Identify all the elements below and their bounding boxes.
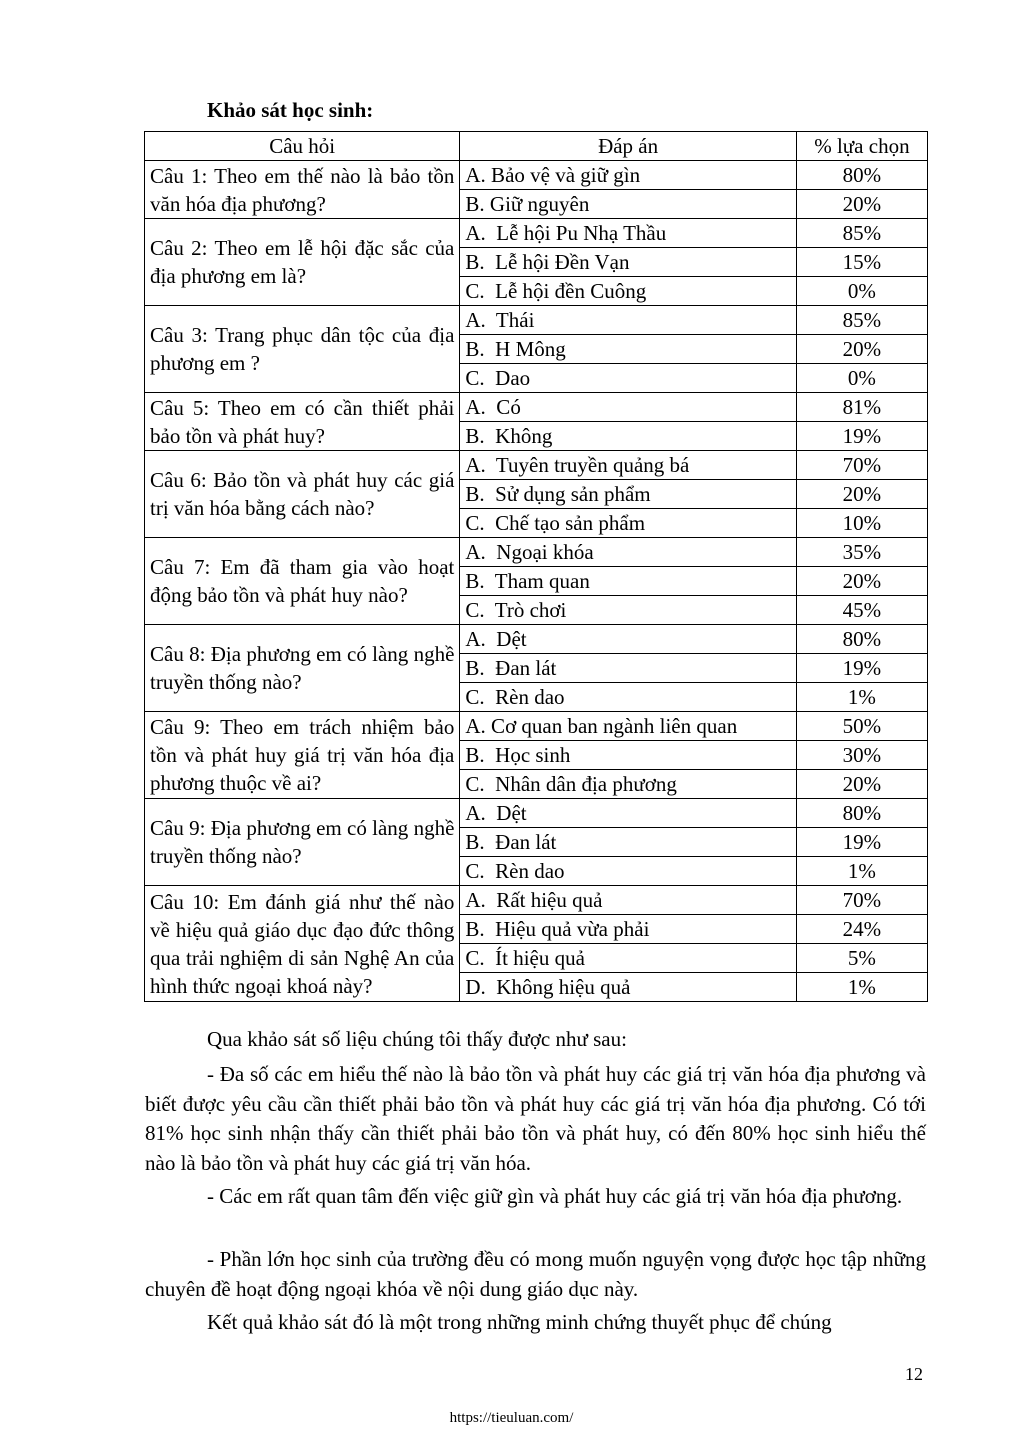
page-number: 12	[905, 1364, 923, 1384]
answer-cell: C. Rèn dao	[460, 683, 796, 712]
percent-cell: 19%	[796, 654, 927, 683]
answer-cell: B. Lễ hội Đền Vạn	[460, 248, 796, 277]
answer-cell: C. Trò chơi	[460, 596, 796, 625]
summary-intro: Qua khảo sát số liệu chúng tôi thấy được như sau:	[207, 1027, 627, 1051]
table-row	[145, 886, 928, 915]
percent-cell: 10%	[796, 509, 927, 538]
percent-cell: 5%	[796, 944, 927, 973]
answer-cell: C. Dao	[460, 364, 796, 393]
answer-cell: A. Lễ hội Pu Nhạ Thầu	[460, 219, 796, 248]
answer-cell: B. Giữ nguyên	[460, 190, 796, 219]
percent-cell: 15%	[796, 248, 927, 277]
answer-cell: A. Thái	[460, 306, 796, 335]
finding-paragraph-1: - Đa số các em hiểu thế nào là bảo tồn và phát huy các giá trị văn hóa địa phương và biết được yêu cầu cần thiết phải bảo tồn và phát huy các giá trị văn hóa địa phương. Có tới 81% học sinh nhận thấy cần thiết phải bảo tồn và phát huy, có đến 80% học sinh hiểu thế nào là bảo tồn và phát huy các giá trị văn hóa.	[145, 1062, 926, 1175]
question-cell: Câu 1: Theo em thế nào là bảo tồn văn hóa địa phương?	[145, 161, 460, 219]
table-row	[145, 219, 928, 248]
percent-cell: 0%	[796, 364, 927, 393]
answer-cell: B. Sử dụng sản phẩm	[460, 480, 796, 509]
question-cell: Câu 10: Em đánh giá như thế nào về hiệu quả giáo dục đạo đức thông qua trải nghiệm di sản Nghệ An của hình thức ngoại khoá này?	[145, 886, 460, 1002]
percent-cell: 80%	[796, 625, 927, 654]
answer-cell: A. Tuyên truyền quảng bá	[460, 451, 796, 480]
answer-cell: B. Không	[460, 422, 796, 451]
table-row	[145, 799, 928, 828]
percent-cell: 85%	[796, 306, 927, 335]
answer-cell: A. Dệt	[460, 625, 796, 654]
percent-cell: 1%	[796, 683, 927, 712]
percent-cell: 70%	[796, 886, 927, 915]
answer-cell: A. Bảo vệ và giữ gìn	[460, 161, 796, 190]
answer-cell: C. Rèn dao	[460, 857, 796, 886]
table-row	[145, 712, 928, 741]
percent-cell: 0%	[796, 277, 927, 306]
answer-cell: A. Có	[460, 393, 796, 422]
table-row	[145, 538, 928, 567]
survey-table-body	[145, 161, 928, 1002]
percent-cell: 85%	[796, 219, 927, 248]
footer-url: https://tieuluan.com/	[449, 1410, 574, 1426]
survey-table	[144, 131, 928, 1002]
column-header-answer: Đáp án	[460, 132, 796, 161]
survey-heading: Khảo sát học sinh:	[207, 98, 374, 122]
percent-cell: 35%	[796, 538, 927, 567]
table-row	[145, 306, 928, 335]
question-cell: Câu 7: Em đã tham gia vào hoạt động bảo tồn và phát huy nào?	[145, 538, 460, 625]
answer-cell: B. Tham quan	[460, 567, 796, 596]
question-cell: Câu 6: Bảo tồn và phát huy các giá trị văn hóa bằng cách nào?	[145, 451, 460, 538]
percent-cell: 1%	[796, 973, 927, 1002]
finding-paragraph-3: - Phần lớn học sinh của trường đều có mong muốn nguyện vọng được học tập những chuyên đề hoạt động ngoại khóa về nội dung giáo dục này.	[145, 1247, 926, 1301]
percent-cell: 20%	[796, 335, 927, 364]
percent-cell: 20%	[796, 770, 927, 799]
percent-cell: 81%	[796, 393, 927, 422]
finding-paragraph-2: - Các em rất quan tâm đến việc giữ gìn và phát huy các giá trị văn hóa địa phương.	[207, 1184, 903, 1208]
table-header-row	[145, 132, 928, 161]
answer-cell: D. Không hiệu quả	[460, 973, 796, 1002]
table-row	[145, 625, 928, 654]
percent-cell: 70%	[796, 451, 927, 480]
conclusion-paragraph: Kết quả khảo sát đó là một trong những minh chứng thuyết phục để chúng	[207, 1310, 832, 1334]
percent-cell: 20%	[796, 567, 927, 596]
question-cell: Câu 9: Địa phương em có làng nghề truyền thống nào?	[145, 799, 460, 886]
percent-cell: 24%	[796, 915, 927, 944]
answer-cell: A. Rất hiệu quả	[460, 886, 796, 915]
percent-cell: 20%	[796, 190, 927, 219]
question-cell: Câu 8: Địa phương em có làng nghề truyền thống nào?	[145, 625, 460, 712]
table-row	[145, 393, 928, 422]
answer-cell: B. Hiệu quả vừa phải	[460, 915, 796, 944]
percent-cell: 19%	[796, 828, 927, 857]
percent-cell: 80%	[796, 799, 927, 828]
question-cell: Câu 9: Theo em trách nhiệm bảo tồn và phát huy giá trị văn hóa địa phương thuộc về ai?	[145, 712, 460, 799]
answer-cell: B. H Mông	[460, 335, 796, 364]
answer-cell: A. Dệt	[460, 799, 796, 828]
answer-cell: C. Chế tạo sản phẩm	[460, 509, 796, 538]
answer-cell: C. Nhân dân địa phương	[460, 770, 796, 799]
question-cell: Câu 3: Trang phục dân tộc của địa phương em ?	[145, 306, 460, 393]
percent-cell: 19%	[796, 422, 927, 451]
table-row	[145, 451, 928, 480]
answer-cell: B. Đan lát	[460, 654, 796, 683]
answer-cell: B. Học sinh	[460, 741, 796, 770]
percent-cell: 20%	[796, 480, 927, 509]
column-header-percent: % lựa chọn	[796, 132, 927, 161]
table-row	[145, 161, 928, 190]
question-cell: Câu 2: Theo em lễ hội đặc sắc của địa phương em là?	[145, 219, 460, 306]
percent-cell: 45%	[796, 596, 927, 625]
answer-cell: B. Đan lát	[460, 828, 796, 857]
percent-cell: 1%	[796, 857, 927, 886]
percent-cell: 50%	[796, 712, 927, 741]
percent-cell: 30%	[796, 741, 927, 770]
answer-cell: A. Ngoại khóa	[460, 538, 796, 567]
question-cell: Câu 5: Theo em có cần thiết phải bảo tồn và phát huy?	[145, 393, 460, 451]
answer-cell: C. Ít hiệu quả	[460, 944, 796, 973]
answer-cell: C. Lễ hội đền Cuông	[460, 277, 796, 306]
answer-cell: A. Cơ quan ban ngành liên quan	[460, 712, 796, 741]
column-header-question: Câu hỏi	[145, 132, 460, 161]
percent-cell: 80%	[796, 161, 927, 190]
